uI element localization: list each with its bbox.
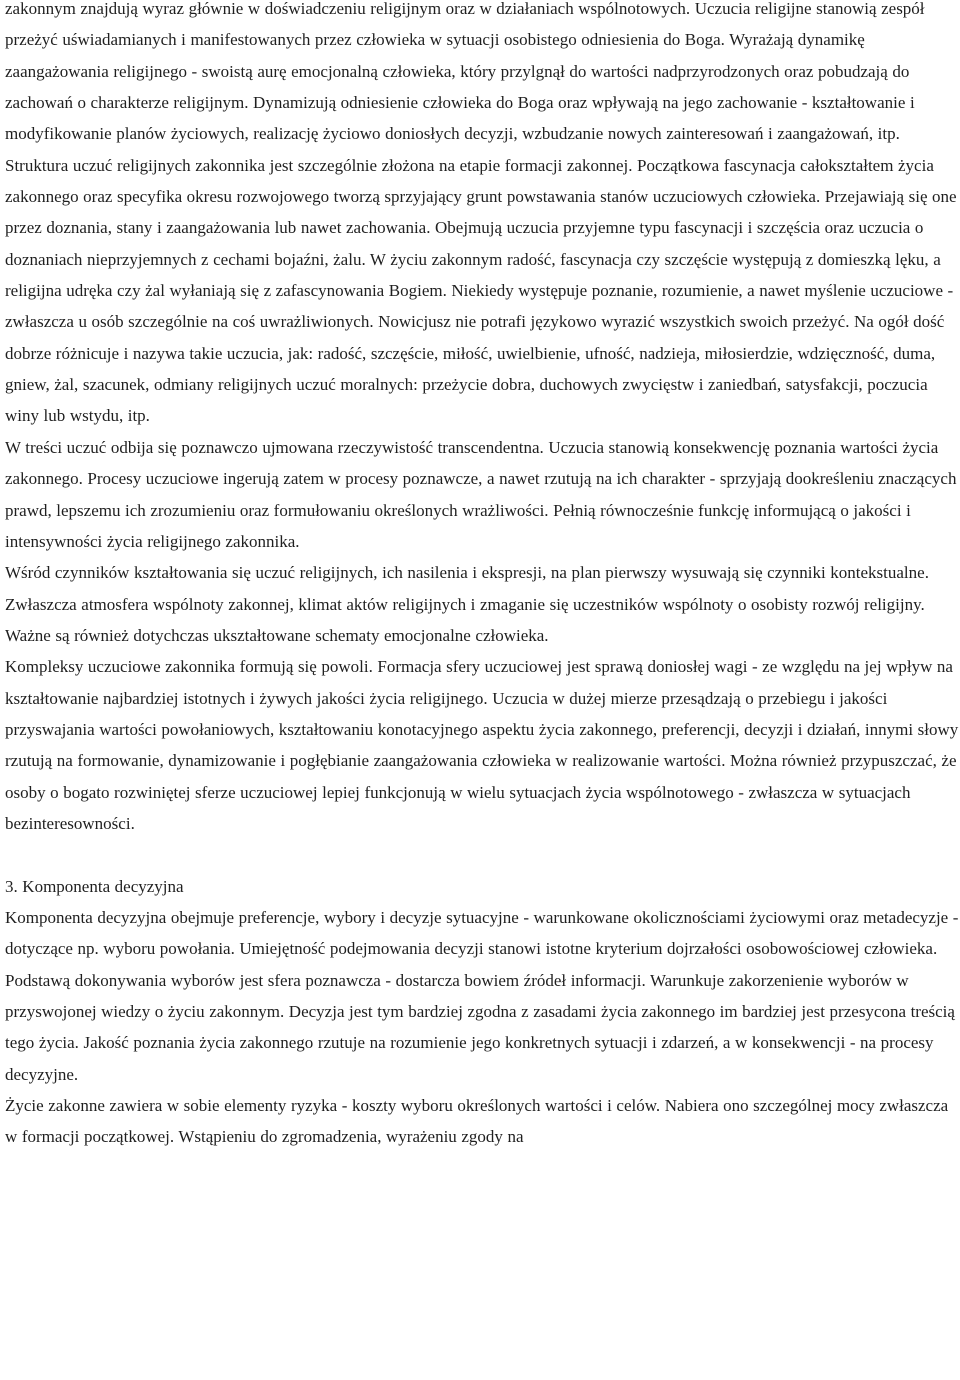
paragraph-structure-of-feelings: Struktura uczuć religijnych zakonnika jest szczególnie złożona na etapie formacji zakonnej. Początkowa fascynacja całokształtem życia zakonnego oraz specyfika okresu rozwojowego tworzą sprzyjający grunt powstawania stanów uczuciowych człowieka. Przejawiają się one przez doznania, stany i zaangażowania lub nawet zachowania. Obejmują uczucia przyjemne typu fascynacji i szczęścia oraz uczucia o doznaniach nieprzyjemnych z cechami bojaźni, żalu. W życiu zakonnym radość, fascynacja czy szczęście występują z domieszką lęku, a religijna udręka czy żal wyłaniają się z zafascynowania Bogiem. Niekiedy występuje poznanie, rozumienie, a nawet myślenie uczuciowe - zwłaszcza u osób szczególnie na coś uwrażliwionych. Nowicjusz nie potrafi językowo wyrazić wszystkich swoich przeżyć. Na ogół dość dobrze różnicuje i nazywa takie uczucia, jak: radość, szczęście, miłość, uwielbienie, ufność, nadzieja, miłosierdzie, wdzięczność, duma, gniew, żal, szacunek, odmiany religijnych uczuć moralnych: przeżycie dobra, duchowych zwycięstw i zaniedbań, satysfakcji, poczucia winy lub wstydu, itp. [5,155,957,426]
paragraph-contextual-factors: Wśród czynników kształtowania się uczuć religijnych, ich nasilenia i ekspresji, na plan pierwszy wysuwają się czynniki kontekstualne. Zwłaszcza atmosfera wspólnoty zakonnej, klimat aktów religijnych i zmaganie się uczestników wspólnoty o osobisty rozwój religijny. Ważne są również dotychczas ukształtowane schematy emocjonalne człowieka. [5,563,929,645]
paragraph-spacer [5,839,959,870]
paragraph-religious-feelings: zakonnym znajdują wyraz głównie w doświadczeniu religijnym oraz w działaniach wspólnotowych. Uczucia religijne stanowią zespół przeżyć uświadamianych i manifestowanych przez człowieka w sytuacji osobistego odniesienia do Boga. Wyrażają dynamikę zaangażowania religijnego - swoistą aurę emocjonalną człowieka, który przylgnął do wartości nadprzyrodzonych oraz pobudzają do zachowań o charakterze religijnym. Dynamizują odniesienie człowieka do Boga oraz wpływają na jego zachowanie - kształtowanie i modyfikowanie planów życiowych, realizację życiowo doniosłych decyzji, wzbudzanie nowych zainteresowań i zaangażowań, itp. [5,0,925,144]
paragraph-risk-elements: Życie zakonne zawiera w sobie elementy ryzyka - koszty wyboru określonych wartości i celów. Nabiera ono szczególnej mocy zwłaszcza w formacji początkowej. Wstąpieniu do zgromadzenia, wyrażeniu zgody na [5,1096,949,1147]
paragraph-emotional-complexes: Kompleksy uczuciowe zakonnika formują się powoli. Formacja sfery uczuciowej jest sprawą doniosłej wagi - ze względu na jej wpływ na kształtowanie najbardziej istotnych i żywych jakości życia religijnego. Uczucia w dużej mierze przesądzają o przebiegu i jakości przyswajania wartości powołaniowych, kształtowaniu konotacyjnego aspektu życia zakonnego, preferencji, decyzji i działań, innymi słowy rzutują na formowanie, dynamizowanie i pogłębianie zaangażowania człowieka w realizowanie wartości. Można również przypuszczać, że osoby o bogato rozwiniętej sferze uczuciowej lepiej funkcjonują w wielu sytuacjach życia wspólnotowego - zwłaszcza w sytuacjach bezinteresowności. [5,657,959,833]
document-page [5,0,959,1153]
section-heading: 3. Komponenta decyzyjna [5,876,184,896]
paragraph-cognitive-basis: Podstawą dokonywania wyborów jest sfera poznawcza - dostarcza bowiem źródeł informacji. Warunkuje zakorzenienie wyborów w przyswojonej wiedzy o życiu zakonnym. Decyzja jest tym bardziej zgodna z zasadami życia zakonnego im bardziej jest przesycona treścią tego życia. Jakość poznania życia zakonnego rzutuje na rozumienie jego konkretnych sytuacji i zdarzeń, a w konsekwencji - na procesy decyzyjne. [5,970,955,1084]
paragraph-decision-component: Komponenta decyzyjna obejmuje preferencje, wybory i decyzje sytuacyjne - warunkowane okolicznościami życiowymi oraz metadecyzje - dotyczące np. wyboru powołania. Umiejętność podejmowania decyzji stanowi istotne kryterium dojrzałości osobowościowej człowieka. [5,907,959,959]
paragraph-transcendent-reality: W treści uczuć odbija się poznawczo ujmowana rzeczywistość transcendentna. Uczucia stanowią konsekwencję poznania wartości życia zakonnego. Procesy uczuciowe ingerują zatem w procesy poznawcze, a nawet rzutują na ich charakter - sprzyjają dookreśleniu znaczących prawd, lepszemu ich zrozumieniu oraz formułowaniu określonych wrażliwości. Pełnią równocześnie funkcję informującą o jakości i intensywności życia religijnego zakonnika. [5,437,957,551]
